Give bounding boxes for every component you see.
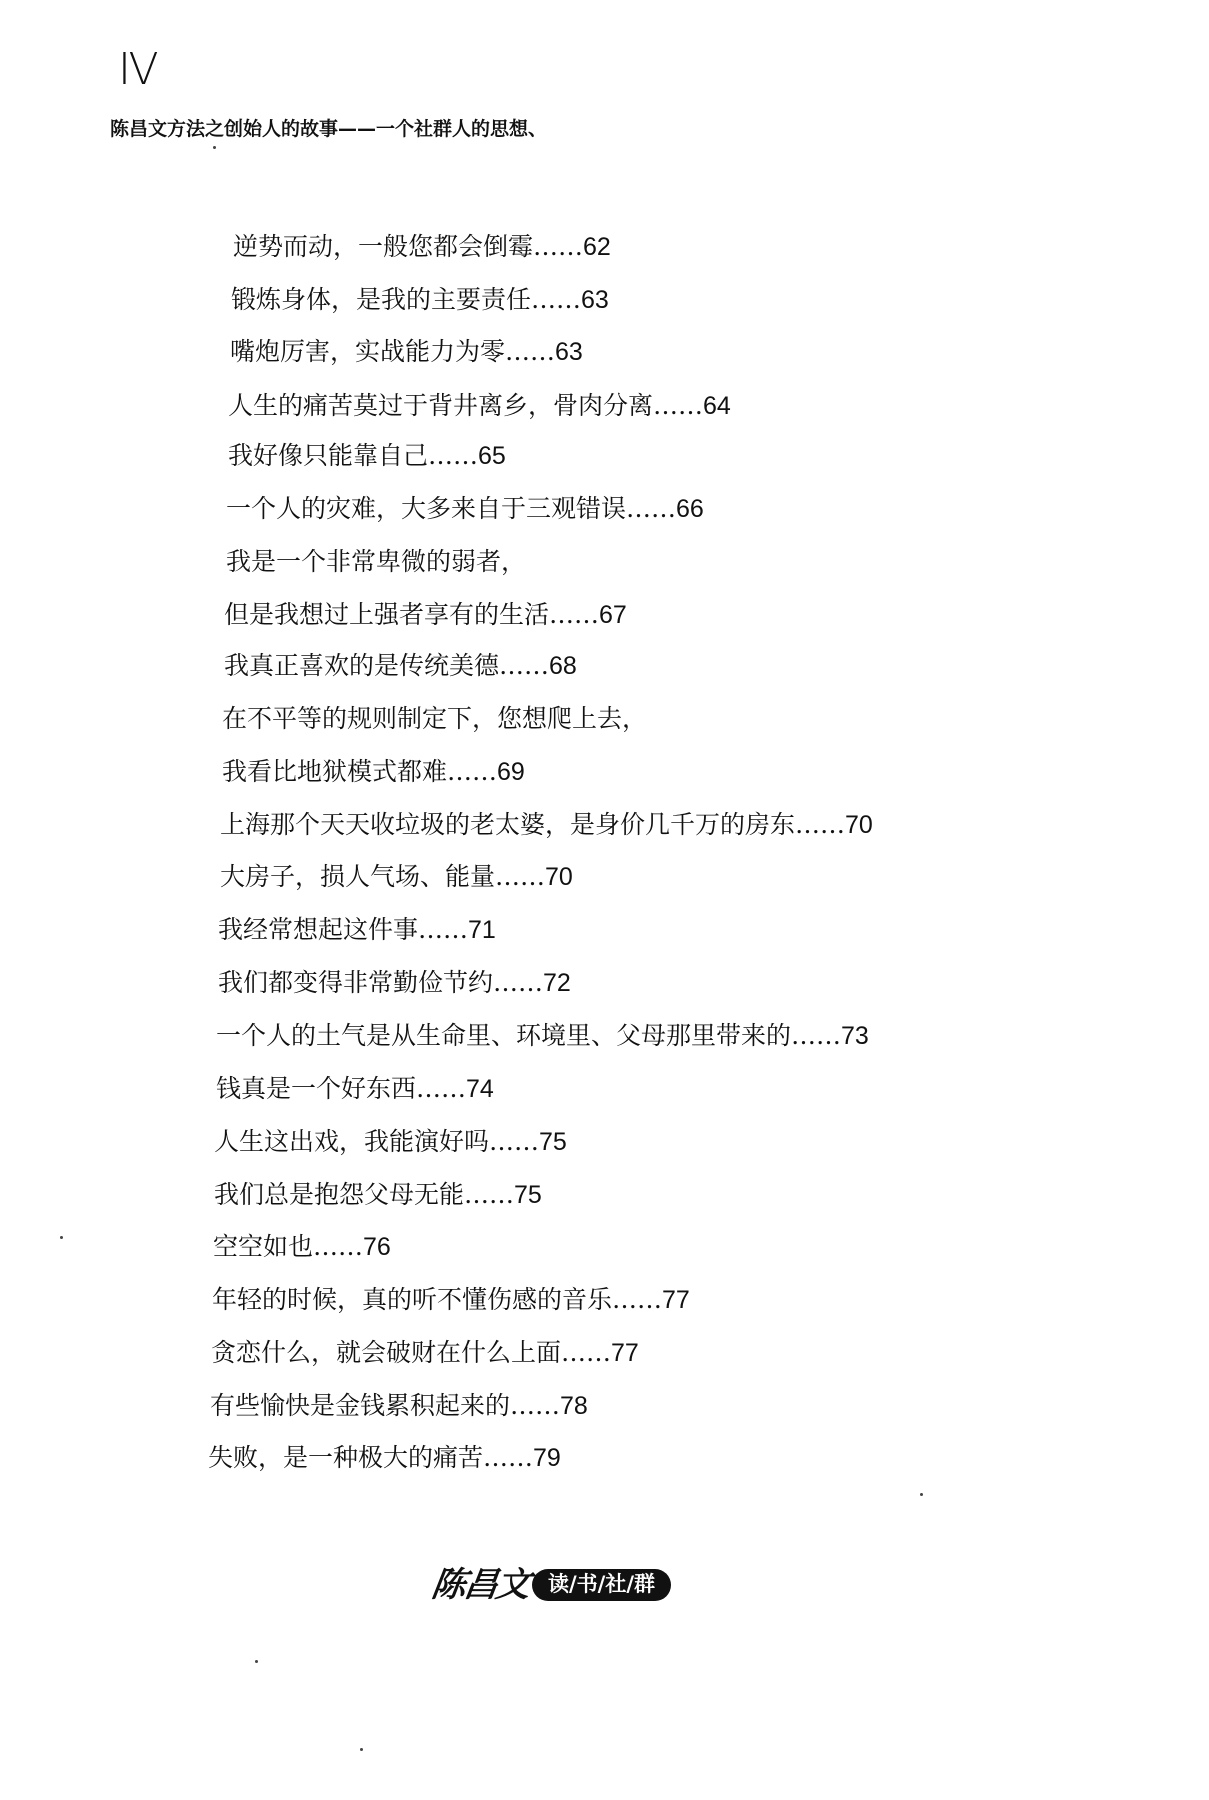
toc-entry <box>226 546 526 578</box>
toc-entry-page: 72 <box>543 969 571 997</box>
toc-entry-page: 70 <box>845 811 873 839</box>
toc-entry-page: 63 <box>555 338 583 366</box>
toc-entry <box>228 440 506 472</box>
toc-entry-title: 钱真是一个好东西 <box>216 1074 417 1103</box>
toc-entry-title: 人生的痛苦莫过于背井离乡，骨肉分离 <box>228 391 654 420</box>
toc-entry-page: 79 <box>533 1444 561 1472</box>
toc-entry-title: 我看比地狱模式都难 <box>222 757 448 786</box>
scan-speck <box>255 1660 258 1663</box>
toc-entry-page: 66 <box>676 495 704 523</box>
toc-entry-leader: …… <box>531 285 582 314</box>
toc-entry-page: 75 <box>539 1128 567 1156</box>
toc-entry-leader: …… <box>505 337 556 366</box>
toc-entry-title: 在不平等的规则制定下，您想爬上去， <box>222 704 648 733</box>
toc-entry-title: 我经常想起这件事 <box>218 915 419 944</box>
toc-entry-leader: …… <box>428 441 479 470</box>
toc-entry-page: 65 <box>478 442 506 470</box>
toc-entry-title: 贪恋什么，就会破财在什么上面 <box>211 1338 562 1367</box>
toc-entry-leader: …… <box>791 1021 842 1050</box>
scan-speck <box>60 1236 63 1239</box>
toc-entry-page: 68 <box>549 652 577 680</box>
toc-entry-title: 上海那个天天收垃圾的老太婆，是身价几千万的房东 <box>220 810 796 839</box>
toc-entry-leader: …… <box>447 757 498 786</box>
toc-entry <box>216 1073 494 1105</box>
toc-entry-title: 我们都变得非常勤俭节约 <box>218 968 494 997</box>
toc-entry-page: 63 <box>581 286 609 314</box>
toc-entry <box>231 284 609 316</box>
toc-entry-page: 62 <box>583 233 611 261</box>
toc-entry-page: 77 <box>611 1339 639 1367</box>
toc-entry-title: 我是一个非常卑微的弱者， <box>226 547 527 576</box>
toc-entry-page: 69 <box>497 758 525 786</box>
toc-entry-page: 67 <box>599 601 627 629</box>
toc-entry-page: 70 <box>545 863 573 891</box>
running-header: 陈昌文方法之创始人的故事——一个社群人的思想、 <box>110 118 548 140</box>
toc-entry-page: 76 <box>363 1233 391 1261</box>
toc-entry-title: 逆势而动，一般您都会倒霉 <box>233 232 534 261</box>
toc-entry <box>230 336 583 368</box>
toc-entry <box>233 231 611 263</box>
toc-entry-leader: …… <box>464 1180 515 1209</box>
toc-entry <box>211 1337 639 1369</box>
toc-entry-title: 年轻的时候，真的听不懂伤感的音乐 <box>212 1285 613 1314</box>
toc-entry-page: 74 <box>466 1075 494 1103</box>
toc-entry-page: 75 <box>514 1181 542 1209</box>
toc-entry-leader: …… <box>795 810 846 839</box>
toc-entry-leader: …… <box>495 862 546 891</box>
toc-entry-title: 有些愉快是金钱累积起来的 <box>210 1391 511 1420</box>
brand-name: 陈昌文 <box>429 1565 531 1605</box>
toc-entry-page: 71 <box>468 916 496 944</box>
toc-entry <box>224 599 627 631</box>
toc-entry <box>210 1390 588 1422</box>
toc-entry <box>226 493 704 525</box>
toc-entry-title: 嘴炮厉害，实战能力为零 <box>230 337 506 366</box>
toc-entry-leader: …… <box>499 651 550 680</box>
toc-entry-title: 锻炼身体，是我的主要责任 <box>231 285 532 314</box>
toc-entry <box>220 809 873 841</box>
toc-entry-leader: …… <box>653 391 704 420</box>
toc-entry-title: 人生这出戏，我能演好吗 <box>214 1127 490 1156</box>
page-number: Ⅳ <box>118 44 160 95</box>
toc-entry <box>214 1179 542 1211</box>
toc-entry-leader: …… <box>493 968 544 997</box>
toc-entry-title: 我们总是抱怨父母无能 <box>214 1180 465 1209</box>
toc-entry-title: 我真正喜欢的是传统美德 <box>224 651 500 680</box>
toc-entry-title: 失败，是一种极大的痛苦 <box>208 1443 484 1472</box>
toc-entry-leader: …… <box>489 1127 540 1156</box>
toc-entry-leader: …… <box>483 1443 534 1472</box>
toc-entry <box>224 650 577 682</box>
toc-entry-title: 我好像只能靠自己 <box>228 441 429 470</box>
toc-entry-leader: …… <box>612 1285 663 1314</box>
toc-entry-page: 78 <box>560 1392 588 1420</box>
scan-speck <box>920 1493 923 1496</box>
toc-entry-title: 大房子，损人气场、能量 <box>220 862 496 891</box>
toc-entry-page: 73 <box>841 1022 869 1050</box>
toc-entry-page: 64 <box>703 392 731 420</box>
toc-entry <box>228 390 731 422</box>
toc-entry-leader: …… <box>416 1074 467 1103</box>
toc-entry <box>220 861 573 893</box>
toc-entry <box>216 1020 869 1052</box>
toc-entry <box>212 1284 690 1316</box>
scan-speck <box>360 1748 363 1751</box>
brand-tag-badge: 读/书/社/群 <box>532 1569 671 1601</box>
toc-entry-title: 空空如也 <box>213 1232 314 1261</box>
toc-entry <box>218 967 571 999</box>
toc-entry <box>222 756 525 788</box>
toc-entry-leader: …… <box>418 915 469 944</box>
toc-entry <box>213 1231 391 1263</box>
toc-entry-title: 一个人的灾难，大多来自于三观错误 <box>226 494 627 523</box>
toc-entry <box>208 1442 561 1474</box>
toc-entry-title: 一个人的土气是从生命里、环境里、父母那里带来的 <box>216 1021 792 1050</box>
toc-entry-leader: …… <box>510 1391 561 1420</box>
toc-entry <box>218 914 496 946</box>
toc-entry-leader: …… <box>549 600 600 629</box>
toc-entry <box>222 703 647 735</box>
toc-entry-leader: …… <box>313 1232 364 1261</box>
footer-logo <box>429 1563 671 1607</box>
toc-entry-leader: …… <box>626 494 677 523</box>
toc-entry <box>214 1126 567 1158</box>
toc-entry-leader: …… <box>533 232 584 261</box>
scan-speck <box>213 146 216 149</box>
toc-entry-leader: …… <box>561 1338 612 1367</box>
toc-entry-page: 77 <box>662 1286 690 1314</box>
toc-entry-title: 但是我想过上强者享有的生活 <box>224 600 550 629</box>
